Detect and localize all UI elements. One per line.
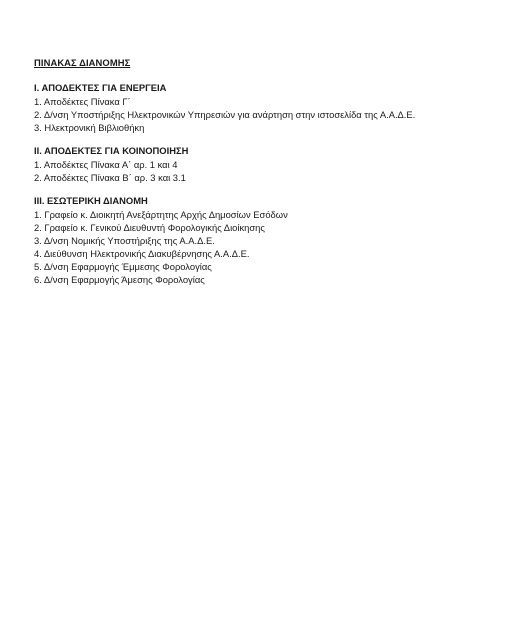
section-recipients-for-notification [34,144,504,184]
list-item: 5. Δ/νση Εφαρμογής Έμμεσης Φορολογίας [34,261,212,272]
list-item: 1. Αποδέκτες Πίνακα Α΄ αρ. 1 και 4 [34,159,178,170]
section-internal-distribution [34,194,504,286]
list-item: 6. Δ/νση Εφαρμογής Άμεσης Φορολογίας [34,274,205,285]
section-recipients-for-action [34,81,504,134]
section-heading: ΙΙΙ. ΕΣΩΤΕΡΙΚΗ ΔΙΑΝΟΜΗ [34,195,148,206]
document-title: ΠΙΝΑΚΑΣ ΔΙΑΝΟΜΗΣ [34,57,131,68]
section-heading: Ι. ΑΠΟΔΕΚΤΕΣ ΓΙΑ ΕΝΕΡΓΕΙΑ [34,82,167,93]
list-item: 3. Δ/νση Νομικής Υποστήριξης της Α.Α.Δ.Ε. [34,235,215,246]
section-heading: ΙΙ. ΑΠΟΔΕΚΤΕΣ ΓΙΑ ΚΟΙΝΟΠΟΙΗΣΗ [34,145,189,156]
list-item: 2. Γραφείο κ. Γενικού Διευθυντή Φορολογικής Διοίκησης [34,222,265,233]
list-item: 2. Δ/νση Υποστήριξης Ηλεκτρονικών Υπηρεσιών για ανάρτηση στην ιστοσελίδα της Α.Α.Δ.Ε. [34,109,416,120]
list-item: 4. Διεύθυνση Ηλεκτρονικής Διακυβέρνησης Α.Α.Δ.Ε. [34,248,250,259]
distribution-table [34,56,504,296]
recipient-list [34,158,504,184]
recipient-list [34,95,504,134]
list-item: 1. Γραφείο κ. Διοικητή Ανεξάρτητης Αρχής Δημοσίων Εσόδων [34,209,288,220]
recipient-list [34,208,504,286]
list-item: 3. Ηλεκτρονική Βιβλιοθήκη [34,122,145,133]
list-item: 2. Αποδέκτες Πίνακα Β΄ αρ. 3 και 3.1 [34,172,186,183]
list-item: 1. Αποδέκτες Πίνακα Γ΄ [34,96,131,107]
